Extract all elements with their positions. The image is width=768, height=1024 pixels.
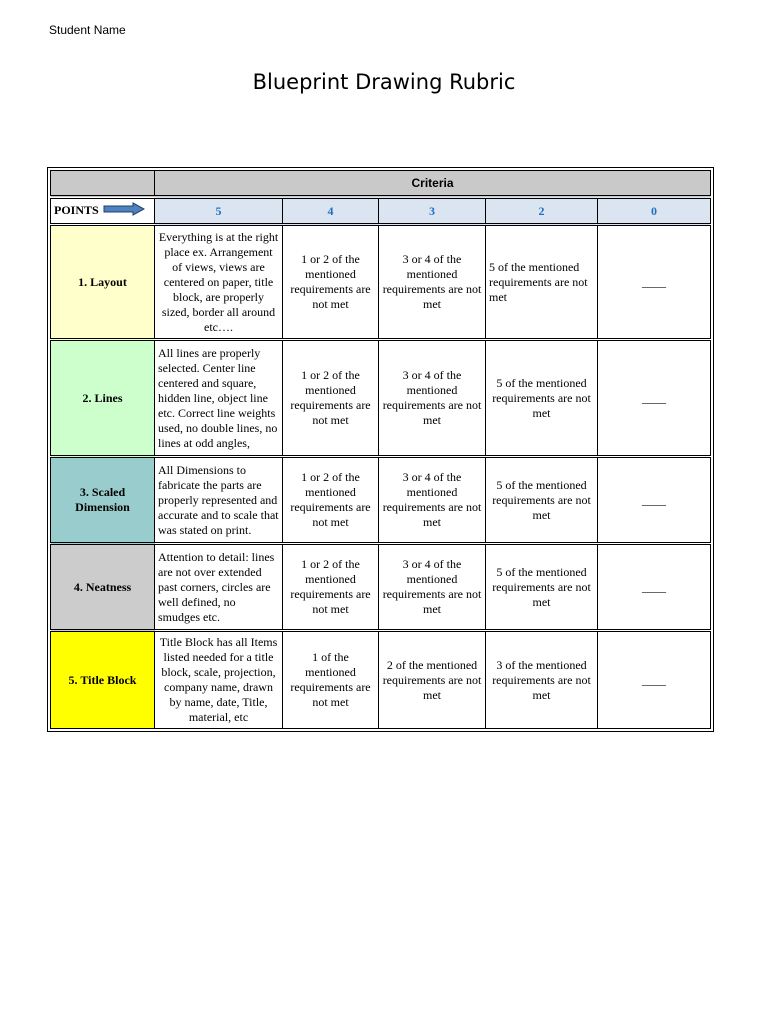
criteria-cell-4: 1 or 2 of the mentioned requirements are not met bbox=[283, 340, 379, 457]
points-label-cell bbox=[51, 197, 155, 225]
criteria-cell-5: All Dimensions to fabricate the parts are properly represented and accurate and to scale that was stated on print. bbox=[155, 457, 283, 544]
points-5: 5 bbox=[155, 197, 283, 225]
criteria-cell-2: 5 of the mentioned requirements are not met bbox=[486, 544, 598, 631]
right-arrow-icon bbox=[103, 202, 145, 220]
header-row bbox=[51, 171, 711, 198]
rubric-row-layout bbox=[51, 225, 711, 340]
criteria-cell-0: ____ bbox=[598, 544, 711, 631]
criteria-cell-5: Title Block has all Items listed needed for a title block, scale, projection, company name, drawn by name, date, Title, material, etc bbox=[155, 631, 283, 729]
rubric-row-neatness bbox=[51, 544, 711, 631]
student-name-label: Student Name bbox=[49, 23, 126, 37]
category-layout: 1. Layout bbox=[51, 225, 155, 340]
criteria-cell-4: 1 or 2 of the mentioned requirements are not met bbox=[283, 457, 379, 544]
points-3: 3 bbox=[379, 197, 486, 225]
criteria-cell-2: 5 of the mentioned requirements are not met bbox=[486, 225, 598, 340]
page-title: Blueprint Drawing Rubric bbox=[252, 70, 516, 94]
criteria-cell-5: Everything is at the right place ex. Arrangement of views, views are centered on paper, title block, are properly sized, border all around etc…. bbox=[155, 225, 283, 340]
rubric-row-title-block bbox=[51, 631, 711, 729]
rubric-table-frame bbox=[47, 167, 714, 732]
criteria-cell-0: ____ bbox=[598, 631, 711, 729]
category-neatness: 4. Neatness bbox=[51, 544, 155, 631]
criteria-cell-4: 1 or 2 of the mentioned requirements are not met bbox=[283, 225, 379, 340]
points-row bbox=[51, 197, 711, 225]
rubric-table bbox=[50, 170, 711, 729]
criteria-cell-2: 3 of the mentioned requirements are not met bbox=[486, 631, 598, 729]
header-blank-cell bbox=[51, 171, 155, 198]
criteria-cell-2: 5 of the mentioned requirements are not met bbox=[486, 457, 598, 544]
criteria-cell-5: Attention to detail: lines are not over extended past corners, circles are well defined, no smudges etc. bbox=[155, 544, 283, 631]
criteria-cell-4: 1 of the mentioned requirements are not met bbox=[283, 631, 379, 729]
criteria-cell-0: ____ bbox=[598, 340, 711, 457]
criteria-cell-3: 2 of the mentioned requirements are not met bbox=[379, 631, 486, 729]
category-scaled-dimension: 3. Scaled Dimension bbox=[51, 457, 155, 544]
points-4: 4 bbox=[283, 197, 379, 225]
rubric-row-lines bbox=[51, 340, 711, 457]
criteria-cell-5: All lines are properly selected. Center line centered and square, hidden line, object line etc. Correct line weights used, no double lines, no lines at odd angles, bbox=[155, 340, 283, 457]
criteria-cell-0: ____ bbox=[598, 225, 711, 340]
points-0: 0 bbox=[598, 197, 711, 225]
criteria-header: Criteria bbox=[155, 171, 711, 198]
points-2: 2 bbox=[486, 197, 598, 225]
criteria-cell-3: 3 or 4 of the mentioned requirements are not met bbox=[379, 457, 486, 544]
criteria-cell-4: 1 or 2 of the mentioned requirements are not met bbox=[283, 544, 379, 631]
criteria-cell-0: ____ bbox=[598, 457, 711, 544]
points-label: POINTS bbox=[54, 202, 99, 217]
criteria-cell-3: 3 or 4 of the mentioned requirements are not met bbox=[379, 544, 486, 631]
rubric-row-scaled-dimension bbox=[51, 457, 711, 544]
criteria-cell-3: 3 or 4 of the mentioned requirements are not met bbox=[379, 340, 486, 457]
category-title-block: 5. Title Block bbox=[51, 631, 155, 729]
criteria-cell-3: 3 or 4 of the mentioned requirements are not met bbox=[379, 225, 486, 340]
category-lines: 2. Lines bbox=[51, 340, 155, 457]
criteria-cell-2: 5 of the mentioned requirements are not met bbox=[486, 340, 598, 457]
